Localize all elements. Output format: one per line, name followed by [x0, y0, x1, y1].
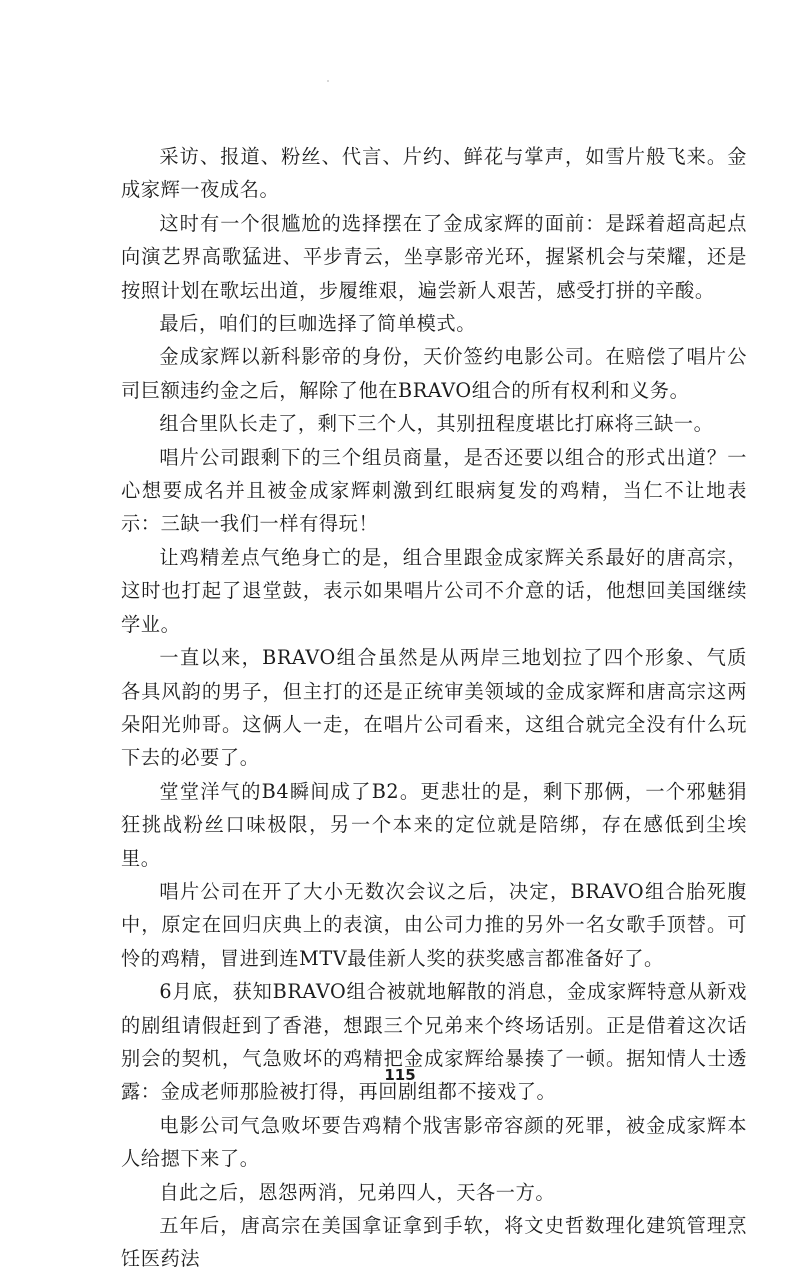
- paragraph-7: 让鸡精差点气绝身亡的是，组合里跟金成家辉关系最好的唐高宗，这时也打起了退堂鼓，表示如果唱片公司不介意的话，他想回美国继续学业。: [121, 545, 747, 636]
- paragraph-10: 唱片公司在开了大小无数次会议之后，决定，BRAVO组合胎死腹中，原定在回归庆典上的表演，由公司力推的另外一名女歌手顶替。可怜的鸡精，冒进到连MTV最佳新人奖的获奖感言都准备好了。: [121, 879, 747, 970]
- scan-speck: [327, 80, 329, 82]
- paragraph-1: 采访、报道、粉丝、代言、片约、鲜花与掌声，如雪片般飞来。金成家辉一夜成名。: [121, 145, 747, 202]
- page-number: 115: [384, 1066, 416, 1084]
- paragraph-14: 五年后，唐高宗在美国拿证拿到手软，将文史哲数理化建筑管理烹饪医药法: [121, 1214, 747, 1271]
- paragraph-13: 自此之后，恩怨两消，兄弟四人，天各一方。: [159, 1180, 556, 1204]
- paragraph-4: 金成家辉以新科影帝的身份，天价签约电影公司。在赔偿了唱片公司巨额违约金之后，解除了他在BRAVO组合的所有权利和义务。: [121, 345, 747, 402]
- paragraph-5: 组合里队长走了，剩下三个人，其别扭程度堪比打麻将三缺一。: [159, 412, 714, 436]
- paragraph-6: 唱片公司跟剩下的三个组员商量，是否还要以组合的形式出道？一心想要成名并且被金成家辉刺激到红眼病复发的鸡精，当仁不让地表示：三缺一我们一样有得玩！: [121, 445, 747, 536]
- paragraph-3: 最后，咱们的巨咖选择了简单模式。: [159, 312, 476, 336]
- body-text: [121, 140, 747, 1276]
- paragraph-12: 电影公司气急败坏要告鸡精个戕害影帝容颜的死罪，被金成家辉本人给摁下来了。: [121, 1113, 747, 1171]
- paragraph-11: 6月底，获知BRAVO组合被就地解散的消息，金成家辉特意从新戏的剧组请假赶到了香港，想跟三个兄弟来个终场话别。正是借着这次话别会的契机，气急败坏的鸡精把金成家辉给暴揍了一顿。据知情人士透露：金成老师那脸被打得，再回剧组都不接戏了。: [121, 980, 747, 1104]
- paragraph-9: 堂堂洋气的B4瞬间成了B2。更悲壮的是，剩下那俩，一个邪魅狷狂挑战粉丝口味极限，另一个本来的定位就是陪绑，存在感低到尘埃里。: [121, 779, 747, 870]
- paragraph-8: 一直以来，BRAVO组合虽然是从两岸三地划拉了四个形象、气质各具风韵的男子，但主打的还是正统审美领域的金成家辉和唐高宗这两朵阳光帅哥。这俩人一走，在唱片公司看来，这组合就完全没有什么玩下去的必要了。: [121, 646, 747, 770]
- paragraph-2: 这时有一个很尴尬的选择摆在了金成家辉的面前：是踩着超高起点向演艺界高歌猛进、平步青云，坐享影帝光环，握紧机会与荣耀，还是按照计划在歌坛出道，步履维艰，遍尝新人艰苦，感受打拼的辛酸。: [121, 211, 747, 302]
